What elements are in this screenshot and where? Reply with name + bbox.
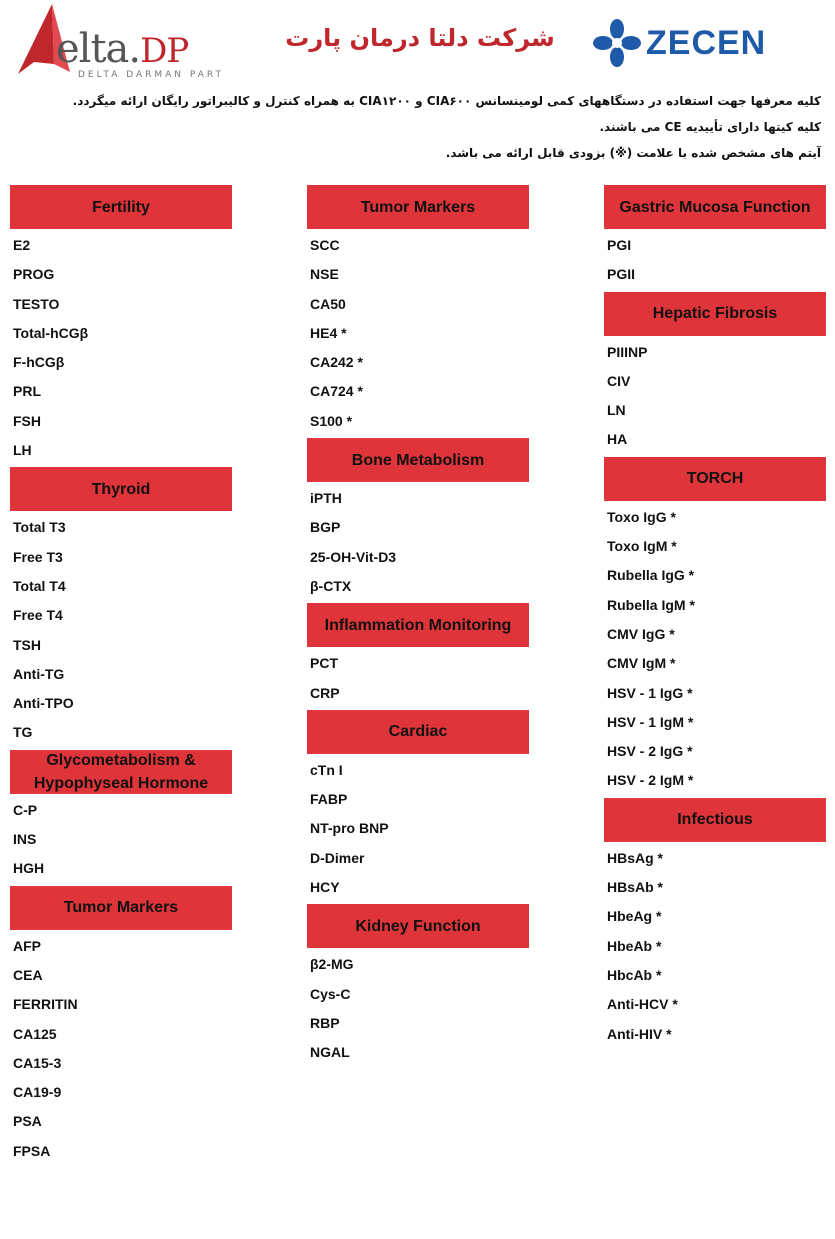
notes-block — [21, 88, 821, 166]
test-item: Anti-TG — [13, 665, 65, 682]
test-item: Rubella IgM * — [607, 596, 695, 613]
test-item: PRL — [13, 383, 41, 400]
category-header: Tumor Markers — [307, 185, 529, 229]
test-item: HA — [607, 431, 628, 448]
test-item: PIIINP — [607, 343, 648, 360]
test-item: HbcAb * — [607, 966, 662, 983]
test-item: FABP — [310, 791, 348, 808]
test-item: FERRITIN — [13, 996, 78, 1013]
test-item: Total T4 — [13, 577, 66, 594]
test-item: Toxo IgG * — [607, 508, 676, 525]
test-item: Rubella IgG * — [607, 567, 695, 584]
test-item: E2 — [13, 237, 31, 253]
test-item: cTn I — [310, 761, 343, 778]
test-item: CA242 * — [310, 354, 363, 371]
test-item: HSV - 1 IgG * — [607, 684, 693, 701]
test-item: CA125 — [13, 1025, 57, 1042]
test-item: PGII — [607, 266, 636, 283]
test-item: D-Dimer — [310, 849, 365, 866]
test-item: CA15-3 — [13, 1054, 62, 1071]
column-3 — [604, 183, 826, 1049]
zecen-brand-text: ZECEN — [646, 24, 767, 62]
column-1 — [10, 183, 232, 1166]
test-item: Anti-TPO — [13, 695, 74, 712]
test-item: β2-MG — [310, 956, 354, 973]
test-item: CEA — [13, 966, 43, 983]
test-item: HBsAg * — [607, 849, 664, 866]
test-item: NT-pro BNP — [310, 820, 389, 837]
test-item: FSH — [13, 412, 41, 429]
test-item: Free T3 — [13, 548, 63, 565]
test-item: Total-hCGβ — [13, 324, 89, 341]
test-item: SCC — [310, 237, 340, 253]
test-item: Cys-C — [310, 985, 351, 1002]
test-item: HE4 * — [310, 324, 347, 341]
test-item: Anti-HIV * — [607, 1025, 672, 1042]
test-item: F-hCGβ — [13, 354, 65, 371]
test-item: PCT — [310, 655, 338, 672]
delta-dp-logo — [14, 2, 244, 84]
test-item: HSV - 1 IgM * — [607, 713, 694, 730]
test-item: HbeAg * — [607, 908, 662, 925]
category-header: Gastric Mucosa Function — [604, 185, 826, 229]
test-item: INS — [13, 831, 37, 848]
test-item: HbeAb * — [607, 937, 662, 954]
zecen-logo — [592, 18, 812, 68]
test-item: TESTO — [13, 295, 60, 312]
test-item: C-P — [13, 801, 38, 818]
test-item: CA50 — [310, 295, 346, 312]
test-item: Free T4 — [13, 607, 63, 624]
category-header: Fertility — [10, 185, 232, 229]
zecen-flower-icon — [592, 18, 642, 68]
note-line: آیتم های مشخص شده با علامت (※) بزودی قابل ارائه می باشد. — [445, 146, 821, 160]
test-item: AFP — [13, 937, 41, 954]
category-header: Cardiac — [307, 710, 529, 754]
test-item: FPSA — [13, 1142, 51, 1159]
test-item: TSH — [13, 636, 41, 653]
delta-brand-text: elta.DP — [56, 26, 189, 72]
column-2 — [307, 183, 529, 1068]
category-header: Infectious — [604, 798, 826, 842]
test-item: TG — [13, 724, 33, 741]
category-header: Hepatic Fibrosis — [604, 292, 826, 336]
company-title: شرکت دلتا درمان پارت — [285, 24, 555, 52]
test-item: BGP — [310, 519, 341, 536]
test-item: RBP — [310, 1014, 340, 1031]
test-item: HBsAb * — [607, 879, 664, 896]
test-item: CMV IgG * — [607, 625, 675, 642]
test-item: LN — [607, 402, 626, 419]
test-item: NGAL — [310, 1044, 350, 1061]
test-item: PGI — [607, 237, 632, 253]
note-line: کلیه کیتها دارای تأییدیه CE می باشند. — [599, 120, 821, 134]
test-item: CA724 * — [310, 383, 363, 400]
test-item: Anti-HCV * — [607, 996, 678, 1013]
test-item: β-CTX — [310, 577, 352, 594]
test-item: 25-OH-Vit-D3 — [310, 548, 397, 565]
test-item: PSA — [13, 1113, 42, 1130]
category-header: TORCH — [604, 457, 826, 501]
test-item: HSV - 2 IgG * — [607, 743, 693, 760]
test-item: CA19-9 — [13, 1084, 62, 1101]
test-item: NSE — [310, 266, 339, 283]
test-item: HSV - 2 IgM * — [607, 772, 694, 789]
category-header: Glycometabolism & Hypophyseal Hormone — [10, 750, 232, 794]
test-item: CIV — [607, 372, 631, 389]
category-header: Kidney Function — [307, 904, 529, 948]
test-item: LH — [13, 442, 32, 459]
test-item: CRP — [310, 684, 340, 701]
test-item: S100 * — [310, 412, 353, 429]
test-item: HCY — [310, 879, 340, 896]
delta-tagline: DELTA DARMAN PART — [78, 70, 225, 80]
test-item: iPTH — [310, 490, 342, 507]
test-item: PROG — [13, 266, 55, 283]
category-header: Tumor Markers — [10, 886, 232, 930]
test-item: Total T3 — [13, 519, 66, 536]
test-item: Toxo IgM * — [607, 538, 677, 555]
test-item: CMV IgM * — [607, 655, 676, 672]
test-item: HGH — [13, 860, 45, 877]
category-header: Thyroid — [10, 467, 232, 511]
category-header: Inflammation Monitoring — [307, 603, 529, 647]
note-line: کلیه معرفها جهت استفاده در دستگاههای کمی لومینسانس CIA۶۰۰ و CIA۱۲۰۰ به همراه کنترل و کالیبراتور رایگان ارائه میگردد. — [72, 94, 821, 108]
category-header: Bone Metabolism — [307, 438, 529, 482]
